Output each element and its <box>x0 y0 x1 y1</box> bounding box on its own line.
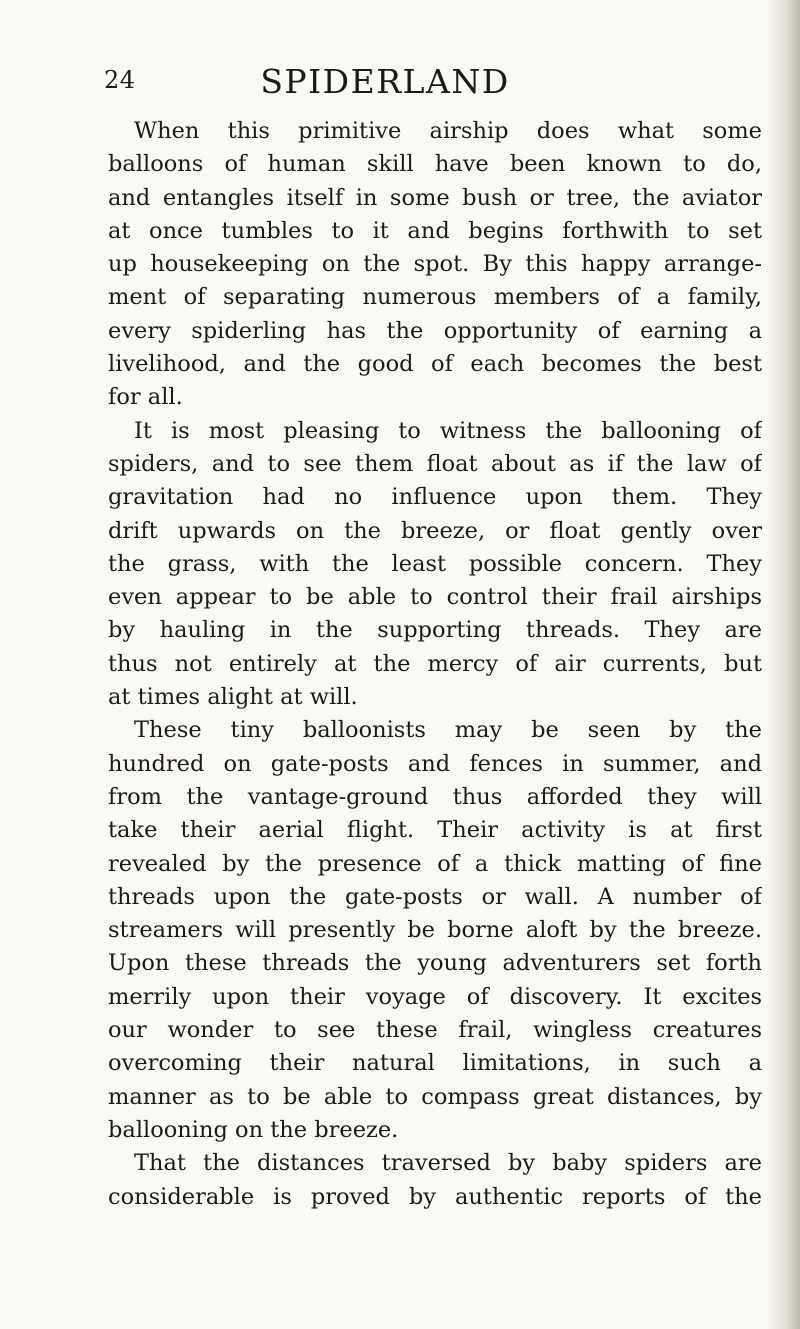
text-line: manner as to be able to compass great distances, by <box>108 1083 762 1110</box>
text-line: take their aerial flight. Their activity is at first <box>108 817 762 844</box>
text-line: and entangles itself in some bush or tree, the aviator <box>108 184 762 211</box>
text-line: ment of separating numerous members of a family, <box>108 284 762 311</box>
text-line: hundred on gate-posts and fences in summer, and <box>108 750 762 777</box>
page-header <box>0 62 800 102</box>
text-line: at times alight at will. <box>108 684 358 711</box>
text-line: It is most pleasing to witness the ballooning of <box>134 417 762 444</box>
body-text <box>108 115 762 1214</box>
text-line: balloons of human skill have been known to do, <box>108 151 762 178</box>
text-line: ballooning on the breeze. <box>108 1116 399 1143</box>
text-line: spiders, and to see them float about as if the law of <box>108 450 762 477</box>
text-line: from the vantage-ground thus afforded they will <box>108 783 762 810</box>
text-line: drift upwards on the breeze, or float gently over <box>108 517 762 544</box>
text-line: Upon these threads the young adventurers set forth <box>108 950 762 977</box>
text-line: the grass, with the least possible concern. They <box>108 550 762 577</box>
text-line: These tiny balloonists may be seen by the <box>134 717 762 744</box>
text-line: merrily upon their voyage of discovery. It excites <box>108 983 762 1010</box>
text-line: When this primitive airship does what some <box>134 118 762 144</box>
text-line: for all. <box>108 384 183 411</box>
text-line: our wonder to see these frail, wingless creatures <box>108 1017 762 1044</box>
text-line: threads upon the gate-posts or wall. A number of <box>108 883 762 910</box>
text-line: revealed by the presence of a thick matting of fine <box>108 850 762 877</box>
text-line: every spiderling has the opportunity of earning a <box>108 317 762 344</box>
text-line: That the distances traversed by baby spiders are <box>134 1150 762 1177</box>
text-line: at once tumbles to it and begins forthwith to set <box>108 217 762 244</box>
text-line: livelihood, and the good of each becomes the best <box>108 351 762 378</box>
text-line: streamers will presently be borne aloft by the breeze. <box>108 917 762 944</box>
text-line: overcoming their natural limitations, in such a <box>108 1050 762 1077</box>
text-line: up housekeeping on the spot. By this happy arrange- <box>108 251 762 278</box>
page-edge-shadow <box>766 0 800 1329</box>
text-line: even appear to be able to control their frail airships <box>108 584 762 611</box>
page-number: 24 <box>104 66 136 94</box>
text-line: considerable is proved by authentic reports of the <box>108 1183 762 1210</box>
text-line: thus not entirely at the mercy of air currents, but <box>108 650 762 677</box>
text-line: by hauling in the supporting threads. They are <box>108 617 762 644</box>
running-head: SPIDERLAND <box>260 62 510 101</box>
text-line: gravitation had no influence upon them. They <box>108 484 762 511</box>
